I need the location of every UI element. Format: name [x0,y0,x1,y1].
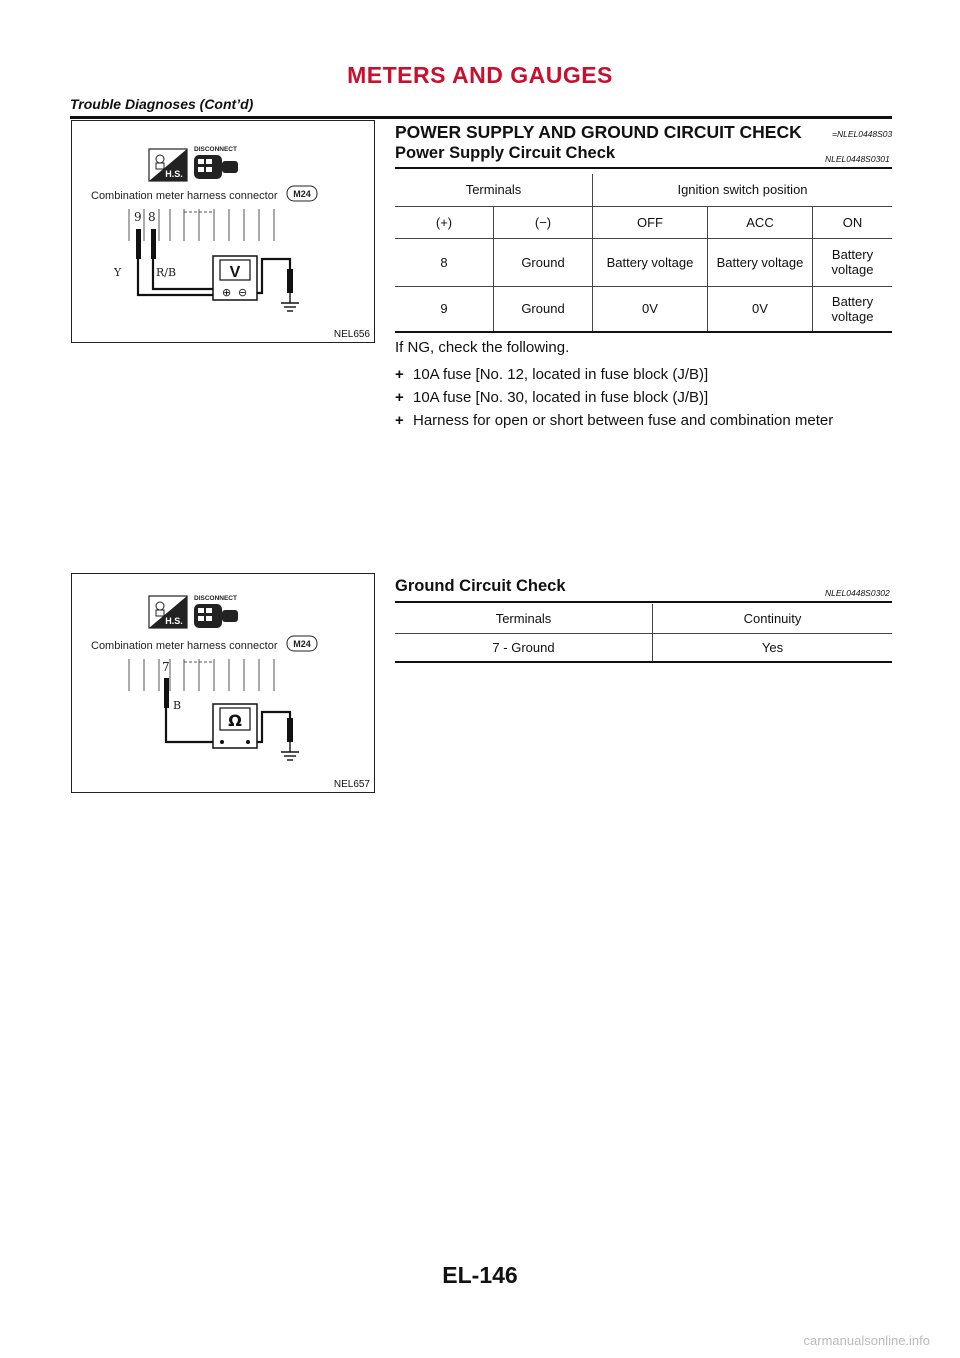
connector-label: Combination meter harness connector [91,190,278,202]
plus-terminal: ⊕ [222,286,232,299]
table-header-row [395,206,892,238]
disconnect-label: DISCONNECT [194,146,237,153]
table-row [395,238,892,286]
section-header-subtitle: Trouble Diagnoses (Cont’d) [70,96,254,112]
table-cell: Battery voltage [831,293,874,324]
power-supply-table [395,174,892,333]
table-cell: 0V [593,286,708,332]
table-cell: Ground [494,286,593,332]
wire-label-rb: R/B [156,266,177,279]
table-cell: Battery voltage [831,247,874,277]
minus-terminal: ⊖ [238,286,248,299]
table-header-cell: OFF [593,206,708,238]
subsection-title-ground-circuit: Ground Circuit Check [395,577,566,595]
table-header-cell: ACC [708,206,813,238]
connector-pins [129,659,274,691]
list-item-text: 10A fuse [No. 30, located in fuse block (J/B)] [413,389,709,406]
bullet-mark: + [395,412,404,429]
probe-pin-9 [136,229,141,259]
table-cell: Battery voltage [593,238,708,286]
table-header-cell: Terminals [395,604,653,633]
ohmmeter-icon [213,704,257,748]
probe-pin-7 [164,678,169,708]
table-header-row [395,174,892,206]
subsection-rule [395,167,892,169]
list-item [395,364,892,386]
table-header-cell: Ignition switch position [677,182,808,198]
disconnect-connector-icon [194,595,238,628]
subsection-code: NLEL0448S0301 [825,154,890,164]
pin-label-7: 7 [162,660,170,674]
continuity-check-diagram [72,574,374,792]
table-cell: Ground [494,238,593,286]
table-cell: 8 [395,238,494,286]
connector-label: Combination meter harness connector [91,640,278,652]
hs-badge-icon [149,149,187,181]
watermark: carmanualsonline.info [803,1333,930,1348]
section-header-title: METERS AND GAUGES [347,62,613,88]
section-code: =NLEL0448S03 [832,129,893,139]
header-rule [70,116,892,119]
table-header-row [395,604,892,633]
list-item [395,400,892,432]
ground-symbol-icon [281,293,299,311]
subsection-title-power-supply: Power Supply Circuit Check [395,144,616,162]
section-title-power-ground: POWER SUPPLY AND GROUND CIRCUIT CHECK [395,122,802,142]
subsection-code: NLEL0448S0302 [825,588,890,598]
subsection-rule [395,601,892,603]
voltmeter-icon [213,256,257,300]
table-row [395,286,892,332]
table-header-cell: (−) [494,206,593,238]
hs-badge-icon [149,596,187,628]
voltage-check-diagram [72,121,374,342]
bullet-mark: + [395,366,404,383]
table-cell: 0V [708,286,813,332]
hs-badge-text: H.S. [165,169,183,179]
disconnect-label: DISCONNECT [194,595,237,602]
ng-instruction: If NG, check the following. [395,339,570,356]
wire-label-y: Y [114,266,122,279]
disconnect-connector-icon [194,146,238,179]
ground-circuit-table [395,604,892,663]
table-header-cell: (+) [395,206,494,238]
table-cell: 9 [395,286,494,332]
figure-id: NEL656 [333,329,370,340]
connector-id: M24 [293,639,311,649]
figure-continuity-check [71,573,375,793]
table-header-cell: Terminals [395,174,593,206]
pin-label-8: 8 [148,210,156,224]
voltmeter-symbol: V [229,264,241,281]
list-item-text: 10A fuse [No. 12, located in fuse block (J/B)] [413,366,709,383]
bullet-mark: + [395,389,404,406]
pin-label-9: 9 [134,210,142,224]
table-header-cell: Continuity [743,610,802,626]
wire-label-b: B [173,699,182,712]
table-header-cell: ON [842,214,863,230]
probe-pin-8 [151,229,156,259]
table-cell: Battery voltage [708,238,813,286]
list-item-text: Harness for open or short between fuse and combination meter [413,412,834,429]
page-number: EL-146 [442,1262,518,1288]
table-row [395,633,892,662]
table-cell: Yes [761,639,784,655]
ohmmeter-symbol: Ω [228,711,242,730]
figure-voltage-check [71,120,375,343]
table-cell: 7 - Ground [395,633,653,662]
figure-id: NEL657 [333,779,370,790]
connector-id: M24 [293,189,311,199]
ground-symbol-icon [281,742,299,760]
hs-badge-text: H.S. [165,616,183,626]
